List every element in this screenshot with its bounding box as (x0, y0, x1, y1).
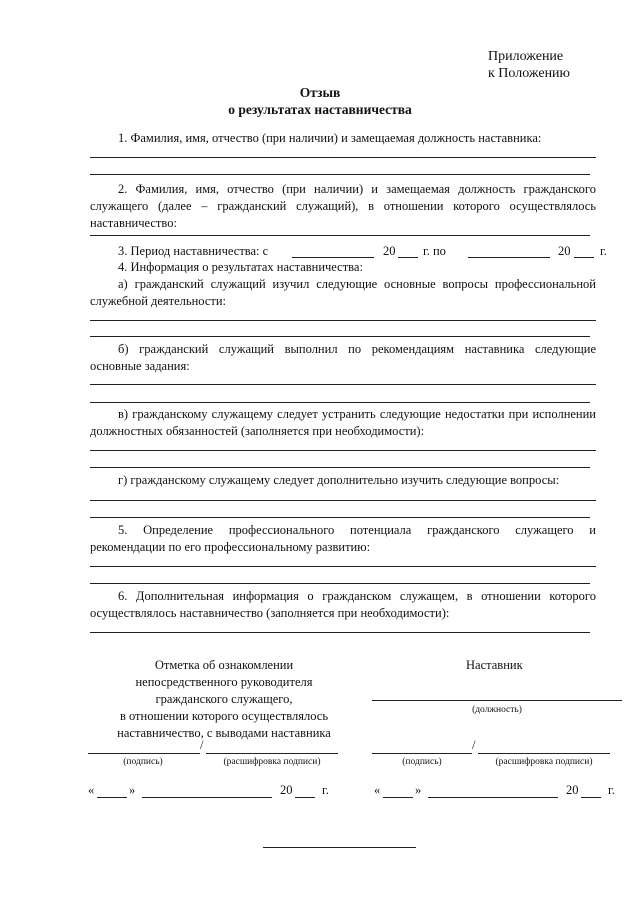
mentor-slash: / (472, 738, 476, 752)
mentor-date-quote-close: » (415, 783, 422, 797)
left-date-year-field[interactable] (295, 797, 315, 798)
acknowledgement-note (108, 657, 340, 742)
item-4-text: 4. Информация о результатах наставничества: (118, 260, 363, 274)
annex-line-2: к Положению (488, 66, 571, 81)
ack-line-5: наставничество, с выводами наставника (117, 726, 331, 740)
item-5-line-2[interactable] (90, 583, 590, 584)
mentor-decode-caption: (расшифровка подписи) (495, 757, 593, 767)
item-5-text: 5. Определение профессионального потенциала гражданского служащего и рекомендации по его профессиональному развитию: (90, 523, 596, 554)
footer-separator (263, 847, 416, 848)
mentor-title: Наставник (466, 658, 523, 672)
mentor-sign-field[interactable] (372, 753, 472, 754)
item-1-text: 1. Фамилия, имя, отчество (при наличии) и замещаемая должность наставника: (118, 131, 542, 145)
item-3-label: 3. Период наставничества: с (118, 244, 269, 258)
ack-line-2: непосредственного руководителя (135, 675, 313, 689)
left-date-quote-close: » (129, 783, 136, 797)
item-4g-text: г) гражданскому служащему следует дополнительно изучить следующие вопросы: (118, 473, 560, 487)
ack-line-3: гражданского служащего, (155, 692, 293, 706)
ack-line-4: в отношении которого осуществлялось (119, 709, 329, 723)
period-to-g: г. (600, 244, 607, 258)
item-4g-line-2[interactable] (90, 517, 590, 518)
mentor-sign-caption: (подпись) (402, 757, 442, 767)
item-4a-text: а) гражданский служащий изучил следующие основные вопросы профессиональной служебной деятельности: (90, 277, 596, 308)
item-5-line-1[interactable] (90, 566, 596, 567)
left-sign-field[interactable] (88, 753, 200, 754)
item-4a-line-1[interactable] (90, 320, 596, 321)
mentor-date-quote-open: « (374, 783, 381, 797)
left-date-year: 20 (280, 783, 293, 797)
document-subtitle: о результатах наставничества (228, 102, 412, 117)
left-date-day-field[interactable] (97, 797, 127, 798)
annex-note (488, 48, 570, 82)
left-decode-caption: (расшифровка подписи) (223, 757, 321, 767)
item-6-text: 6. Дополнительная информация о гражданском служащем, в отношении которого осуществлялось наставничество (заполняется при необходимости): (90, 589, 596, 620)
left-slash: / (200, 738, 204, 752)
left-date-quote-open: « (88, 783, 95, 797)
left-sign-caption: (подпись) (123, 757, 163, 767)
left-decode-field[interactable] (206, 753, 338, 754)
item-2-text: 2. Фамилия, имя, отчество (при наличии) и замещаемая должность гражданского служащего (далее – гражданский служащий), в отношении которого осуществлялось наставничество: (90, 182, 596, 230)
left-date-g: г. (322, 783, 329, 797)
mentor-decode-field[interactable] (478, 753, 610, 754)
item-4v-text: в) гражданскому служащему следует устранить следующие недостатки при исполнении должностных обязанностей (заполняется при необходимости): (90, 407, 596, 438)
period-to-label: г. по (423, 244, 446, 258)
mentor-date-month-field[interactable] (428, 797, 558, 798)
item-4v-line-2[interactable] (90, 467, 590, 468)
mentor-position-field[interactable] (372, 700, 622, 701)
item-4b-line-2[interactable] (90, 402, 590, 403)
mentor-date-year-field[interactable] (581, 797, 601, 798)
period-to-year: 20 (558, 244, 571, 258)
item-2-line[interactable] (90, 235, 590, 236)
item-4g-line-1[interactable] (90, 500, 596, 501)
mentor-date-year: 20 (566, 783, 579, 797)
period-to-field[interactable] (468, 257, 550, 258)
mentor-date-g: г. (608, 783, 615, 797)
item-6-line[interactable] (90, 632, 590, 633)
item-4b-line-1[interactable] (90, 384, 596, 385)
item-4a-line-2[interactable] (90, 336, 590, 337)
period-to-year-field[interactable] (574, 257, 594, 258)
item-1-line-1[interactable] (90, 157, 596, 158)
left-date-month-field[interactable] (142, 797, 272, 798)
item-4v-line-1[interactable] (90, 450, 596, 451)
period-from-year: 20 (383, 244, 396, 258)
period-from-year-field[interactable] (398, 257, 418, 258)
mentor-date-day-field[interactable] (383, 797, 413, 798)
item-4b-text: б) гражданский служащий выполнил по рекомендациям наставника следующие основные задания: (90, 342, 596, 373)
mentor-position-caption: (должность) (472, 705, 522, 715)
ack-line-1: Отметка об ознакомлении (154, 658, 294, 672)
annex-line-1: Приложение (488, 49, 564, 64)
period-from-field[interactable] (292, 257, 374, 258)
document-title: Отзыв (299, 85, 341, 100)
item-1-line-2[interactable] (90, 174, 590, 175)
